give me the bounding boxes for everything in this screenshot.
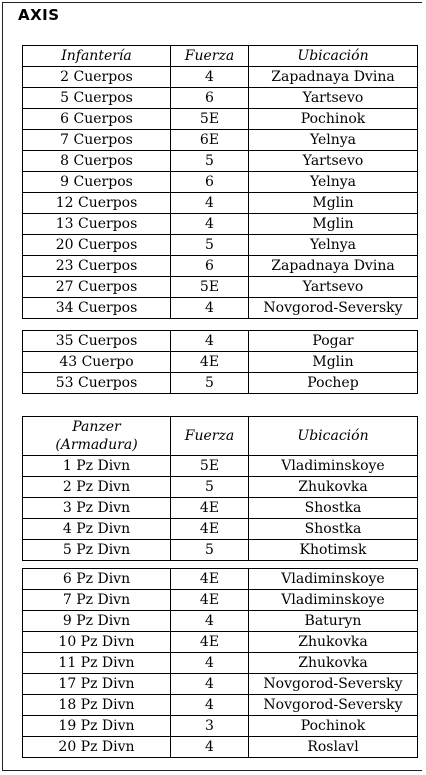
unit-cell: 13 Cuerpos [23,214,171,235]
location-cell: Vladiminskoye [249,569,418,590]
location-cell: Pochinok [249,716,418,737]
strength-cell: 5 [171,477,249,498]
header-strength: Fuerza [171,46,249,67]
unit-cell: 5 Pz Divn [23,540,171,561]
unit-cell: 20 Cuerpos [23,235,171,256]
location-cell: Zhukovka [249,653,418,674]
strength-cell: 4 [171,737,249,758]
unit-cell: 6 Pz Divn [23,569,171,590]
location-cell: Shostka [249,498,418,519]
unit-cell: 7 Cuerpos [23,130,171,151]
unit-cell: 7 Pz Divn [23,590,171,611]
location-cell: Shostka [249,519,418,540]
location-cell: Pochep [249,373,418,394]
strength-cell: 5E [171,277,249,298]
table-row [23,151,418,172]
header-location: Ubicación [249,46,418,67]
location-cell: Mglin [249,352,418,373]
location-cell: Khotimsk [249,540,418,561]
unit-cell: 10 Pz Divn [23,632,171,653]
location-cell: Yelnya [249,235,418,256]
strength-cell: 4 [171,611,249,632]
panzer-table [22,416,418,561]
table-row [23,737,418,758]
strength-cell: 5 [171,540,249,561]
strength-cell: 4 [171,193,249,214]
table-row [23,477,418,498]
strength-cell: 5 [171,151,249,172]
location-cell: Yelnya [249,130,418,151]
strength-cell: 4 [171,214,249,235]
location-cell: Novgorod-Seversky [249,674,418,695]
location-cell: Zapadnaya Dvina [249,256,418,277]
location-cell: Yartsevo [249,277,418,298]
unit-cell: 43 Cuerpo [23,352,171,373]
strength-cell: 5E [171,456,249,477]
header-unit-line2: (Armadura) [55,437,138,453]
location-cell: Zhukovka [249,477,418,498]
table-row [23,590,418,611]
unit-cell: 17 Pz Divn [23,674,171,695]
table-row [23,130,418,151]
strength-cell: 5 [171,235,249,256]
table-row [23,540,418,561]
strength-cell: 4E [171,498,249,519]
unit-cell: 8 Cuerpos [23,151,171,172]
location-cell: Mglin [249,214,418,235]
unit-cell: 35 Cuerpos [23,331,171,352]
unit-cell: 18 Pz Divn [23,695,171,716]
unit-cell: 27 Cuerpos [23,277,171,298]
table-row [23,632,418,653]
unit-cell: 11 Pz Divn [23,653,171,674]
strength-cell: 4 [171,298,249,319]
unit-cell: 2 Cuerpos [23,67,171,88]
strength-cell: 4E [171,590,249,611]
strength-cell: 4E [171,632,249,653]
table-row [23,352,418,373]
location-cell: Baturyn [249,611,418,632]
strength-cell: 4E [171,352,249,373]
strength-cell: 4E [171,519,249,540]
strength-cell: 4 [171,653,249,674]
table-row [23,695,418,716]
strength-cell: 4 [171,695,249,716]
strength-cell: 5E [171,109,249,130]
table-row [23,611,418,632]
table-row [23,235,418,256]
strength-cell: 5 [171,373,249,394]
table-header-row [23,417,418,456]
unit-cell: 5 Cuerpos [23,88,171,109]
unit-cell: 20 Pz Divn [23,737,171,758]
location-cell: Roslavl [249,737,418,758]
location-cell: Mglin [249,193,418,214]
unit-cell: 19 Pz Divn [23,716,171,737]
unit-cell: 2 Pz Divn [23,477,171,498]
location-cell: Yartsevo [249,151,418,172]
strength-cell: 4 [171,331,249,352]
strength-cell: 6 [171,256,249,277]
unit-cell: 34 Cuerpos [23,298,171,319]
unit-cell: 1 Pz Divn [23,456,171,477]
strength-cell: 3 [171,716,249,737]
panzer-table-continued [22,568,418,758]
location-cell: Vladiminskoye [249,590,418,611]
header-strength: Fuerza [171,417,249,456]
table-row [23,716,418,737]
location-cell: Novgorod-Seversky [249,298,418,319]
location-cell: Zapadnaya Dvina [249,67,418,88]
table-row [23,331,418,352]
unit-cell: 3 Pz Divn [23,498,171,519]
strength-cell: 4 [171,67,249,88]
unit-cell: 4 Pz Divn [23,519,171,540]
location-cell: Pogar [249,331,418,352]
table-row [23,653,418,674]
strength-cell: 4 [171,674,249,695]
infantry-table [22,45,418,319]
location-cell: Novgorod-Seversky [249,695,418,716]
unit-cell: 53 Cuerpos [23,373,171,394]
table-row [23,67,418,88]
table-header-row [23,46,418,67]
table-row [23,519,418,540]
unit-cell: 9 Pz Divn [23,611,171,632]
table-row [23,498,418,519]
table-row [23,172,418,193]
location-cell: Vladiminskoye [249,456,418,477]
header-location: Ubicación [249,417,418,456]
table-row [23,193,418,214]
strength-cell: 6 [171,172,249,193]
table-row [23,373,418,394]
table-row [23,109,418,130]
table-row [23,569,418,590]
table-row [23,674,418,695]
unit-cell: 9 Cuerpos [23,172,171,193]
unit-cell: 12 Cuerpos [23,193,171,214]
section-heading: AXIS [18,6,60,24]
table-row [23,88,418,109]
location-cell: Zhukovka [249,632,418,653]
strength-cell: 4E [171,569,249,590]
header-unit: Infantería [23,46,171,67]
table-row [23,456,418,477]
location-cell: Yelnya [249,172,418,193]
unit-cell: 6 Cuerpos [23,109,171,130]
strength-cell: 6 [171,88,249,109]
header-unit-line1: Panzer [72,419,121,435]
table-row [23,298,418,319]
infantry-table-continued [22,330,418,394]
unit-cell: 23 Cuerpos [23,256,171,277]
location-cell: Yartsevo [249,88,418,109]
table-row [23,214,418,235]
table-row [23,277,418,298]
table-row [23,256,418,277]
location-cell: Pochinok [249,109,418,130]
header-unit [23,417,171,456]
strength-cell: 6E [171,130,249,151]
